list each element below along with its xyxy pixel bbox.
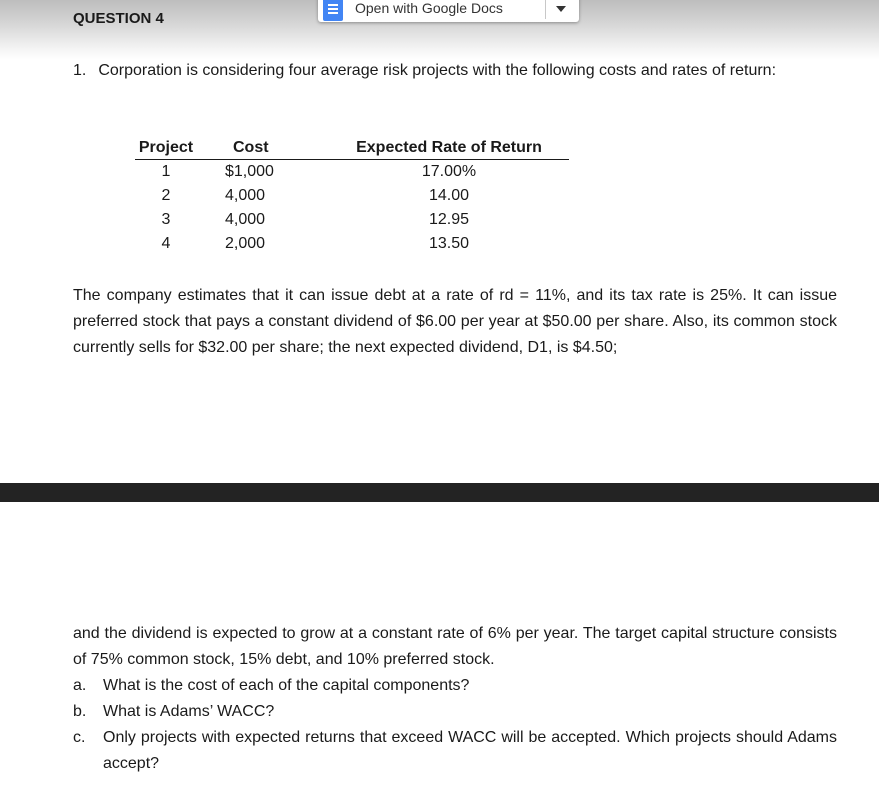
- list-item: [73, 699, 837, 725]
- projects-table: [135, 137, 569, 256]
- list-item: [73, 673, 837, 699]
- list-item-text: What is the cost of each of the capital components?: [103, 677, 470, 694]
- question-label: QUESTION 4: [73, 10, 164, 27]
- list-item-text: Only projects with expected returns that exceed WACC will be accepted. Which projects should Adams accept?: [103, 729, 837, 772]
- list-marker: c.: [73, 729, 86, 746]
- list-item-text: What is Adams’ WACC?: [103, 703, 275, 720]
- table-header-row: [135, 137, 569, 160]
- list-marker: a.: [73, 677, 87, 694]
- cell-cost: 4,000: [225, 211, 266, 228]
- header-rate: Expected Rate of Return: [329, 137, 569, 160]
- list-item: [73, 725, 837, 777]
- cell-cost: $1,000: [225, 163, 274, 180]
- page-break-band: [0, 483, 879, 502]
- questions-list: [73, 673, 837, 777]
- intro-paragraph: [73, 58, 837, 84]
- intro-number: 1.: [73, 62, 87, 79]
- open-with-google-docs-button[interactable]: [318, 0, 579, 22]
- intro-text: Corporation is considering four average risk projects with the following costs and rates of return:: [98, 62, 777, 79]
- cell-rate: 13.50: [428, 235, 470, 252]
- cell-cost: 4,000: [225, 187, 266, 204]
- paragraph-bottom: and the dividend is expected to grow at a constant rate of 6% per year. The target capital structure consists of 75% common stock, 15% debt, and 10% preferred stock.: [73, 625, 837, 668]
- table-row: [135, 208, 569, 232]
- google-docs-icon: [323, 0, 343, 21]
- header-cost: Cost: [197, 137, 329, 160]
- cell-cost: 2,000: [225, 235, 266, 252]
- cell-rate: 17.00%: [421, 163, 477, 180]
- cell-rate: 12.95: [428, 211, 470, 228]
- cell-project: 4: [161, 235, 171, 252]
- cell-project: 2: [161, 187, 171, 204]
- table-row: [135, 232, 569, 256]
- cell-project: 3: [161, 211, 171, 228]
- header-project: Project: [135, 137, 197, 160]
- table-row: [135, 184, 569, 208]
- button-divider: [545, 0, 546, 19]
- cell-project: 1: [161, 163, 171, 180]
- list-marker: b.: [73, 703, 87, 720]
- open-button-label: Open with Google Docs: [355, 0, 503, 16]
- table-row: [135, 160, 569, 185]
- cell-rate: 14.00: [428, 187, 470, 204]
- dropdown-caret-icon[interactable]: [556, 6, 566, 12]
- paragraph-top: The company estimates that it can issue debt at a rate of rd = 11%, and its tax rate is 25%. It can issue preferred stock that pays a constant dividend of $6.00 per year at $50.00 per share. Also, its common stock currently sells for $32.00 per share; the next expected dividend, D1, is $4.50;: [73, 287, 837, 356]
